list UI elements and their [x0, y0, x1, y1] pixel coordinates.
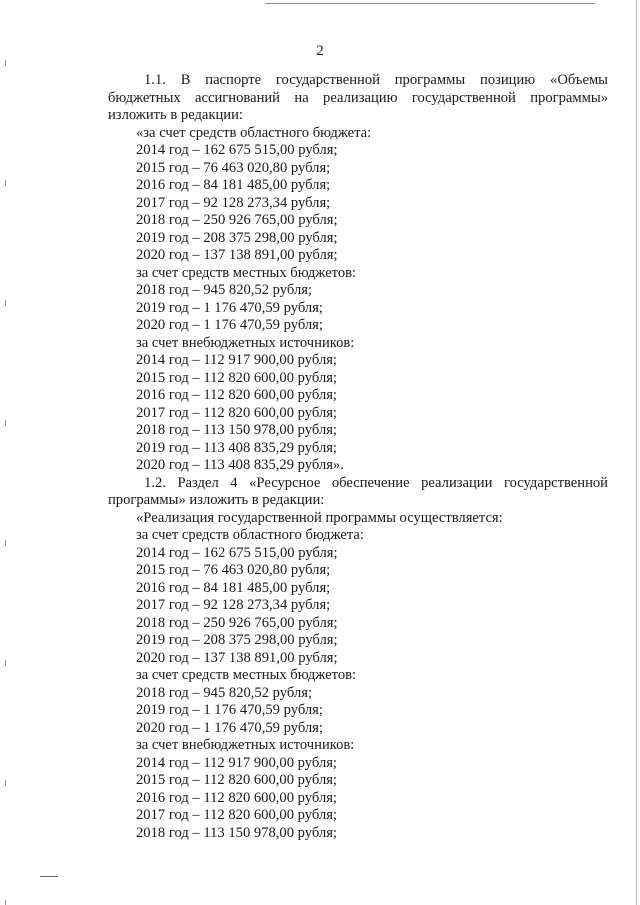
- list-item: 2018 год – 945 820,52 рубля;: [136, 684, 312, 701]
- list-item: 2014 год – 112 917 900,00 рубля;: [136, 352, 337, 368]
- list-item: 2015 год – 76 463 020,80 рубля;: [136, 562, 331, 578]
- list-item: 2020 год – 1 176 470,59 рубля;: [136, 719, 323, 736]
- list-item: 2019 год – 208 375 298,00 рубля;: [136, 229, 338, 246]
- document-body: [108, 72, 608, 842]
- list-item: 2020 год – 137 138 891,00 рубля;: [136, 247, 338, 263]
- list-item: 2014 год – 162 675 515,00 рубля;: [136, 544, 338, 561]
- list-item: за счет внебюджетных источников:: [136, 334, 355, 351]
- list-item: 2016 год – 112 820 600,00 рубля;: [136, 387, 337, 403]
- paragraph-1-2: 1.2. Раздел 4 «Ресурсное обеспечение реализации государственной программы» изложить в редакции:: [108, 474, 608, 508]
- list-item: 2018 год – 945 820,52 рубля;: [136, 282, 312, 298]
- list-item: «за счет средств областного бюджета:: [136, 124, 372, 141]
- list-item: 2015 год – 76 463 020,80 рубля;: [136, 159, 331, 176]
- list-item: за счет средств областного бюджета:: [136, 527, 364, 543]
- list-item: 2014 год – 112 917 900,00 рубля;: [136, 754, 337, 771]
- scan-top-mark: [265, 3, 595, 4]
- list-item: 2020 год – 137 138 891,00 рубля;: [136, 649, 338, 666]
- list-item: 2019 год – 208 375 298,00 рубля;: [136, 632, 338, 648]
- scan-bottom-mark: [40, 876, 58, 877]
- list-item: 2019 год – 1 176 470,59 рубля;: [136, 299, 323, 316]
- list-item: 2017 год – 112 820 600,00 рубля;: [136, 404, 337, 421]
- list-item: за счет внебюджетных источников:: [136, 737, 355, 753]
- list-item: 2018 год – 250 926 765,00 рубля;: [136, 212, 338, 228]
- list-item: за счет средств местных бюджетов:: [136, 264, 357, 281]
- list-item: «Реализация государственной программы осуществляется:: [136, 509, 503, 526]
- scan-right-mark: [636, 0, 637, 905]
- budget-list-1-1: [108, 125, 608, 475]
- list-item: 2015 год – 112 820 600,00 рубля;: [136, 772, 337, 788]
- list-item: 2017 год – 112 820 600,00 рубля;: [136, 807, 337, 823]
- list-item: 2019 год – 113 408 835,29 рубля;: [136, 439, 337, 456]
- list-item: 2017 год – 92 128 273,34 рубля;: [136, 597, 331, 613]
- list-item: 2016 год – 84 181 485,00 рубля;: [136, 177, 331, 193]
- scan-edge-mark: [5, 0, 6, 905]
- list-item: за счет средств местных бюджетов:: [136, 667, 357, 683]
- budget-list-1-2: [108, 510, 608, 843]
- list-item: 2018 год – 250 926 765,00 рубля;: [136, 614, 338, 631]
- list-item: 2018 год – 113 150 978,00 рубля;: [136, 824, 337, 841]
- page-number: 2: [316, 43, 324, 59]
- list-item: 2018 год – 113 150 978,00 рубля;: [136, 422, 337, 438]
- list-item: 2016 год – 112 820 600,00 рубля;: [136, 789, 337, 806]
- paragraph-1-1: 1.1. В паспорте государственной программы позицию «Объемы бюджетных ассигнований на реализацию государственной программы» изложить в редакции:: [108, 72, 608, 123]
- list-item: 2020 год – 113 408 835,29 рубля».: [136, 457, 344, 473]
- list-item: 2015 год – 112 820 600,00 рубля;: [136, 369, 337, 386]
- list-item: 2014 год – 162 675 515,00 рубля;: [136, 142, 338, 158]
- list-item: 2020 год – 1 176 470,59 рубля;: [136, 317, 323, 333]
- list-item: 2019 год – 1 176 470,59 рубля;: [136, 702, 323, 718]
- list-item: 2016 год – 84 181 485,00 рубля;: [136, 579, 331, 596]
- list-item: 2017 год – 92 128 273,34 рубля;: [136, 194, 331, 211]
